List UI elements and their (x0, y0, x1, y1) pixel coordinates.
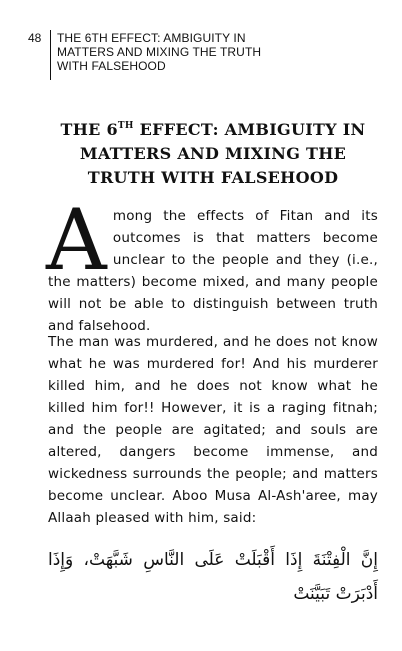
running-head-divider (50, 30, 51, 80)
paragraph-2: The man was murdered, and he does not know what he was murdered for! And his murderer killed him, and he does not know what he killed him for!! However, it is a raging fitnah; and the people are agitated; and souls are altered, dangers become immense, and wickedness surrounds the people; and matters become unclear. Aboo Musa Al-Ash'aree, may Allaah pleased with him, said: (48, 334, 378, 526)
page-number: 48 (28, 31, 42, 45)
running-head (28, 30, 261, 80)
drop-cap: A (46, 191, 107, 289)
running-head-title: THE 6TH EFFECT: AMBIGUITY IN MATTERS AND MIXING THE TRUTH WITH FALSEHOOD (57, 31, 262, 73)
paragraph-1 (46, 191, 378, 337)
chapter-title-prefix: THE 6 (60, 120, 118, 139)
arabic-quote: إِنَّ الْفِتْنَةَ إِذَا أَقْبَلَتْ عَلَى النَّاسِ شَبَّهَتْ، وَإِذَا أَدْبَرَتْ تَبَيَّنَتْ (48, 550, 378, 604)
paragraph-1-text: mong the effects of Fitan and its outcomes is that matters become unclear to the people and they (i.e., the matters) become mixed, and many people will not be able to distinguish between truth and falsehood. (48, 208, 378, 334)
chapter-title (48, 118, 378, 190)
chapter-title-superscript: TH (117, 121, 134, 131)
chapter-title-rest: EFFECT: AMBIGUITY IN MATTERS AND MIXING THE TRUTH WITH FALSEHOOD (79, 120, 366, 187)
